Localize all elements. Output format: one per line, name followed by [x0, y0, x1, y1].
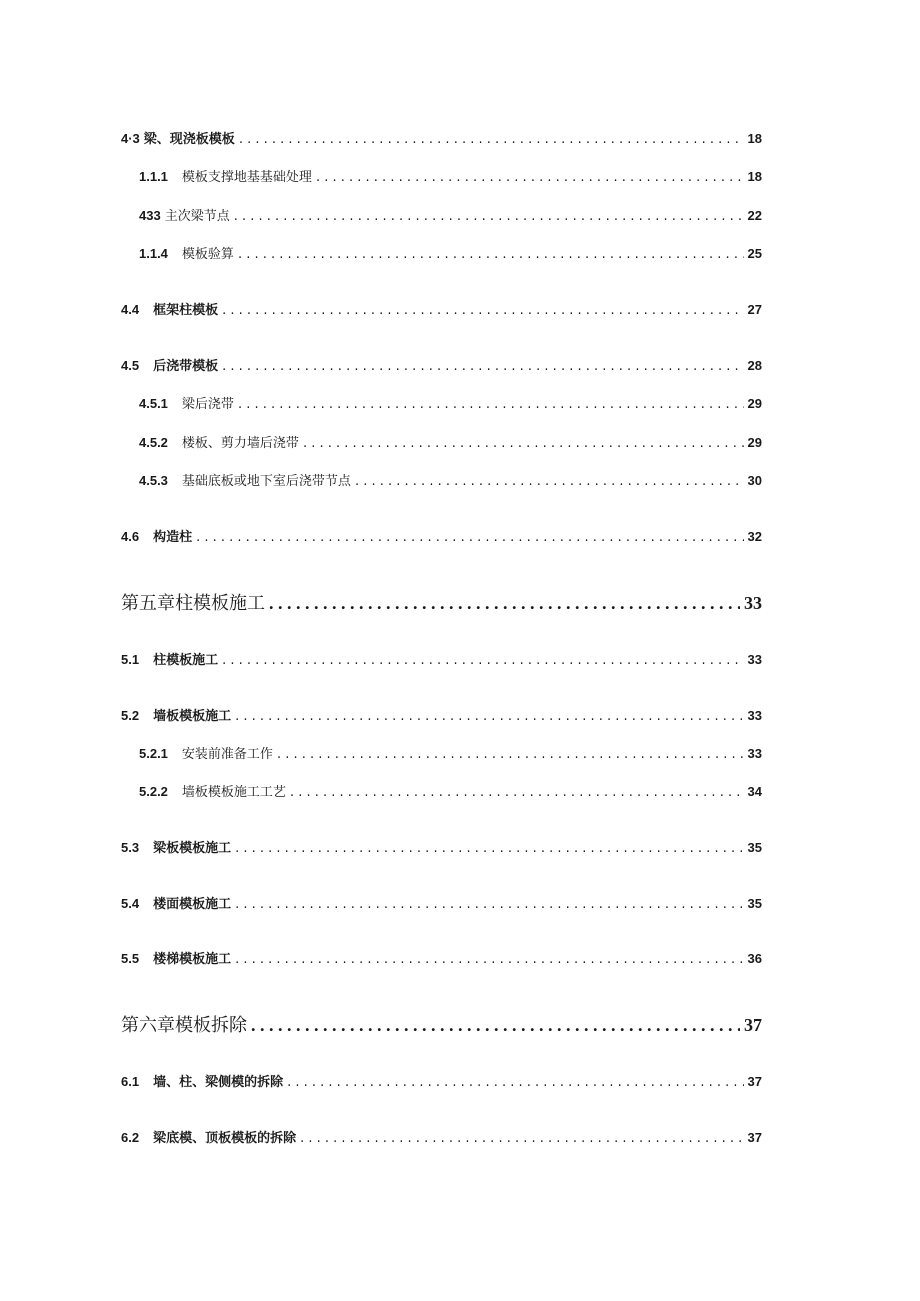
section-number: 6.1	[121, 1074, 140, 1089]
toc-entry[interactable]	[121, 893, 762, 912]
section-number: 4.5.1	[139, 396, 168, 411]
dot-leader	[235, 709, 743, 724]
section-title: 模板支撑地基基础处理	[181, 170, 312, 185]
section-number: 5.2.2	[139, 784, 168, 799]
dot-leader	[222, 359, 743, 374]
section-number: 5.5	[121, 951, 140, 966]
dot-leader	[300, 1131, 743, 1146]
section-number: 5.1	[121, 652, 140, 667]
page-number: 29	[747, 435, 762, 450]
section-number: 1.1.4	[139, 246, 168, 261]
toc-entry[interactable]	[121, 1071, 762, 1090]
page-number: 37	[744, 1015, 762, 1035]
dot-leader	[235, 952, 743, 967]
toc-entry[interactable]	[121, 355, 762, 374]
chapter-title: 第六章模板拆除	[121, 1015, 247, 1035]
dot-leader	[234, 209, 744, 224]
toc-entry[interactable]	[121, 948, 762, 967]
section-title: 梁、现浇板模板	[143, 132, 235, 147]
section-title: 模板验算	[181, 247, 234, 262]
toc-chapter-entry[interactable]	[121, 589, 762, 615]
toc-entry[interactable]	[139, 243, 762, 262]
section-title: 构造柱	[153, 530, 193, 545]
toc-entry[interactable]	[139, 470, 762, 489]
page-number: 22	[747, 208, 762, 223]
page-number: 37	[747, 1130, 762, 1145]
dot-leader	[222, 653, 743, 668]
dot-leader	[287, 1075, 743, 1090]
section-title: 安装前准备工作	[181, 747, 273, 762]
dot-leader	[239, 132, 744, 147]
section-number: 4.5.2	[139, 435, 168, 450]
page-number: 34	[747, 784, 762, 799]
section-number: 433	[139, 208, 161, 223]
section-number: 4.5.3	[139, 473, 168, 488]
section-title: 梁板模板施工	[153, 841, 232, 856]
page-number: 29	[747, 396, 762, 411]
dot-leader	[355, 474, 744, 489]
section-number: 5.2.1	[139, 746, 168, 761]
section-title: 梁后浇带	[181, 397, 234, 412]
section-title: 后浇带模板	[153, 359, 219, 374]
toc-entry[interactable]	[139, 743, 762, 762]
section-title: 墙、柱、梁侧模的拆除	[153, 1075, 284, 1090]
page-number: 35	[747, 896, 762, 911]
page-number: 33	[747, 746, 762, 761]
toc-entry[interactable]	[139, 393, 762, 412]
toc-entry[interactable]	[139, 166, 762, 185]
dot-leader	[303, 436, 744, 451]
section-number: 1.1.1	[139, 169, 168, 184]
page-number: 18	[747, 131, 762, 146]
page-number: 35	[747, 840, 762, 855]
page-number: 33	[747, 708, 762, 723]
page-number: 28	[747, 358, 762, 373]
section-title: 梁底模、顶板模板的拆除	[153, 1131, 297, 1146]
page-number: 37	[747, 1074, 762, 1089]
toc-entry[interactable]	[139, 205, 762, 224]
page-number: 36	[747, 951, 762, 966]
section-number: 5.4	[121, 896, 140, 911]
section-number: 4.6	[121, 529, 140, 544]
page-number: 33	[744, 593, 762, 613]
toc-entry[interactable]	[121, 526, 762, 545]
dot-leader	[269, 593, 740, 614]
toc-entry[interactable]	[121, 837, 762, 856]
page-number: 32	[747, 529, 762, 544]
section-title: 柱模板施工	[153, 653, 219, 668]
page-number: 25	[747, 246, 762, 261]
page-number: 30	[747, 473, 762, 488]
page-number: 33	[747, 652, 762, 667]
toc-entry[interactable]	[121, 649, 762, 668]
section-title: 楼面模板施工	[153, 897, 232, 912]
dot-leader	[316, 170, 744, 185]
section-number: 5.2	[121, 708, 140, 723]
section-number: 4·3	[121, 131, 140, 146]
toc-entry[interactable]	[139, 432, 762, 451]
dot-leader	[196, 530, 743, 545]
section-number: 4.4	[121, 302, 140, 317]
section-number: 6.2	[121, 1130, 140, 1145]
dot-leader	[238, 397, 744, 412]
toc-entry[interactable]	[121, 299, 762, 318]
toc-entry[interactable]	[121, 1127, 762, 1146]
dot-leader	[290, 785, 744, 800]
page-number: 27	[747, 302, 762, 317]
section-number: 5.3	[121, 840, 140, 855]
section-title: 墙板模板施工工艺	[181, 785, 286, 800]
dot-leader	[222, 303, 743, 318]
section-title: 楼板、剪力墙后浇带	[181, 436, 299, 451]
toc-entry[interactable]	[121, 128, 762, 147]
dot-leader	[277, 747, 744, 762]
section-title: 楼梯模板施工	[153, 952, 232, 967]
section-number: 4.5	[121, 358, 140, 373]
section-title: 墙板模板施工	[153, 709, 232, 724]
dot-leader	[235, 841, 743, 856]
section-title: 基础底板或地下室后浇带节点	[181, 474, 351, 489]
section-title: 主次梁节点	[164, 209, 230, 224]
dot-leader	[251, 1015, 740, 1036]
dot-leader	[238, 247, 744, 262]
page-number: 18	[747, 169, 762, 184]
toc-entry[interactable]	[139, 781, 762, 800]
dot-leader	[235, 897, 743, 912]
toc-chapter-entry[interactable]	[121, 1011, 762, 1037]
toc-entry[interactable]	[121, 705, 762, 724]
chapter-title: 第五章柱模板施工	[121, 593, 265, 613]
section-title: 框架柱模板	[153, 303, 219, 318]
